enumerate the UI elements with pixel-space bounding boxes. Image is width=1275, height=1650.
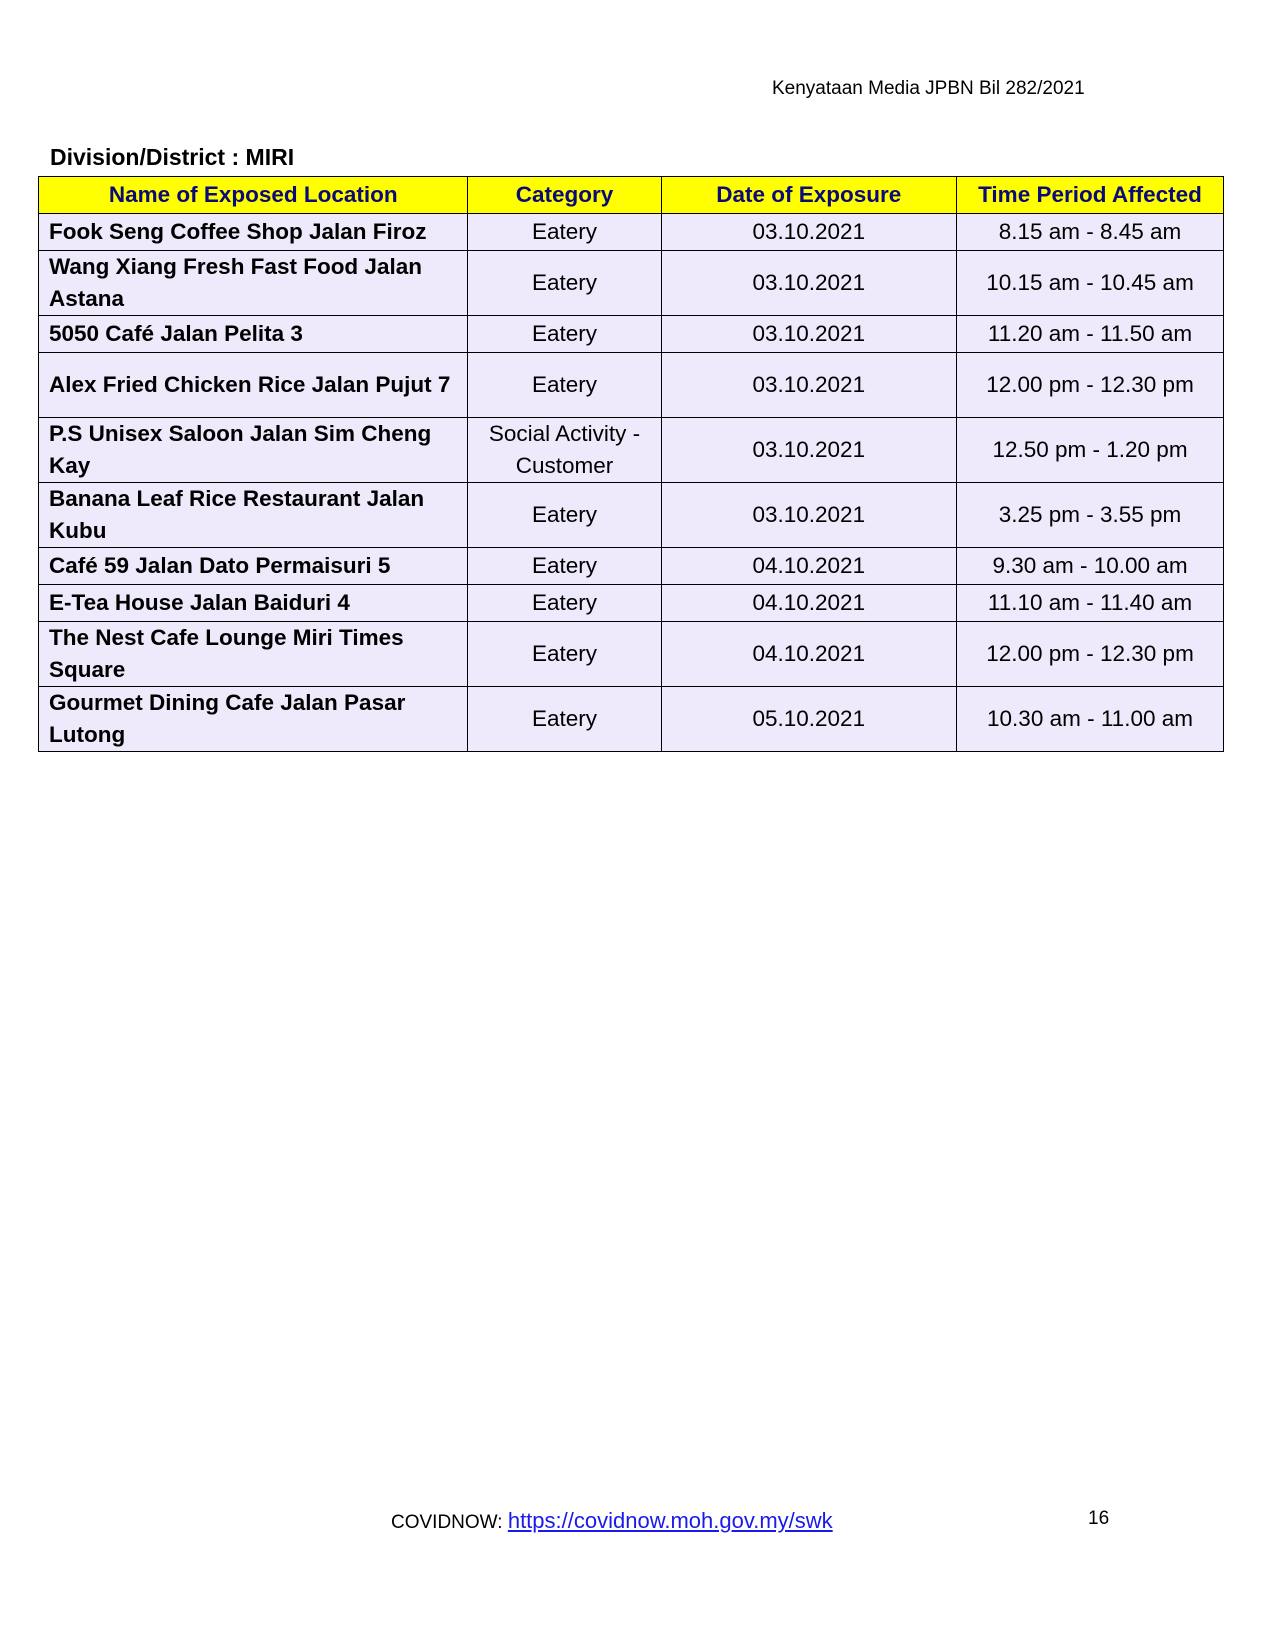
cell-location: Gourmet Dining Cafe Jalan Pasar Lutong xyxy=(39,687,468,752)
cell-category: Social Activity - Customer xyxy=(468,418,661,483)
column-header-category: Category xyxy=(468,177,661,214)
table-row xyxy=(39,418,1224,483)
table-row xyxy=(39,214,1224,251)
table-row xyxy=(39,483,1224,548)
cell-location: E-Tea House Jalan Baiduri 4 xyxy=(39,585,468,622)
cell-category: Eatery xyxy=(468,622,661,687)
cell-location: 5050 Café Jalan Pelita 3 xyxy=(39,316,468,353)
cell-location: Café 59 Jalan Dato Permaisuri 5 xyxy=(39,548,468,585)
table-row xyxy=(39,687,1224,752)
cell-date: 03.10.2021 xyxy=(661,251,956,316)
cell-date: 04.10.2021 xyxy=(661,585,956,622)
cell-date: 03.10.2021 xyxy=(661,353,956,418)
cell-time: 10.15 am - 10.45 am xyxy=(957,251,1224,316)
covidnow-link[interactable]: https://covidnow.moh.gov.my/swk xyxy=(507,1508,833,1533)
cell-category: Eatery xyxy=(468,316,661,353)
table-header-row xyxy=(39,177,1224,214)
table-row xyxy=(39,353,1224,418)
cell-location: Wang Xiang Fresh Fast Food Jalan Astana xyxy=(39,251,468,316)
cell-date: 05.10.2021 xyxy=(661,687,956,752)
cell-time: 12.00 pm - 12.30 pm xyxy=(957,353,1224,418)
cell-location: Fook Seng Coffee Shop Jalan Firoz xyxy=(39,214,468,251)
cell-time: 12.00 pm - 12.30 pm xyxy=(957,622,1224,687)
document-reference: Kenyataan Media JPBN Bil 282/2021 xyxy=(772,78,1085,99)
cell-time: 11.20 am - 11.50 am xyxy=(957,316,1224,353)
cell-location: The Nest Cafe Lounge Miri Times Square xyxy=(39,622,468,687)
cell-category: Eatery xyxy=(468,548,661,585)
table-row xyxy=(39,622,1224,687)
district-heading: Division/District : MIRI xyxy=(50,144,295,170)
table-row xyxy=(39,316,1224,353)
cell-date: 03.10.2021 xyxy=(661,418,956,483)
cell-category: Eatery xyxy=(468,687,661,752)
cell-category: Eatery xyxy=(468,214,661,251)
table-row xyxy=(39,585,1224,622)
cell-time: 11.10 am - 11.40 am xyxy=(957,585,1224,622)
column-header-date: Date of Exposure xyxy=(661,177,956,214)
page-number: 16 xyxy=(1088,1508,1110,1529)
cell-date: 03.10.2021 xyxy=(661,214,956,251)
exposure-table xyxy=(38,176,1224,752)
cell-category: Eatery xyxy=(468,353,661,418)
column-header-time: Time Period Affected xyxy=(957,177,1224,214)
cell-category: Eatery xyxy=(468,251,661,316)
cell-date: 03.10.2021 xyxy=(661,483,956,548)
column-header-location: Name of Exposed Location xyxy=(39,177,468,214)
cell-date: 03.10.2021 xyxy=(661,316,956,353)
cell-category: Eatery xyxy=(468,483,661,548)
cell-time: 9.30 am - 10.00 am xyxy=(957,548,1224,585)
cell-time: 12.50 pm - 1.20 pm xyxy=(957,418,1224,483)
cell-location: Alex Fried Chicken Rice Jalan Pujut 7 xyxy=(39,353,468,418)
cell-time: 8.15 am - 8.45 am xyxy=(957,214,1224,251)
footer-prefix: COVIDNOW: xyxy=(391,1512,508,1533)
cell-date: 04.10.2021 xyxy=(661,622,956,687)
cell-location: P.S Unisex Saloon Jalan Sim Cheng Kay xyxy=(39,418,468,483)
cell-location: Banana Leaf Rice Restaurant Jalan Kubu xyxy=(39,483,468,548)
cell-date: 04.10.2021 xyxy=(661,548,956,585)
cell-time: 10.30 am - 11.00 am xyxy=(957,687,1224,752)
cell-time: 3.25 pm - 3.55 pm xyxy=(957,483,1224,548)
cell-category: Eatery xyxy=(468,585,661,622)
footer xyxy=(391,1508,833,1534)
table-row xyxy=(39,548,1224,585)
table-row xyxy=(39,251,1224,316)
